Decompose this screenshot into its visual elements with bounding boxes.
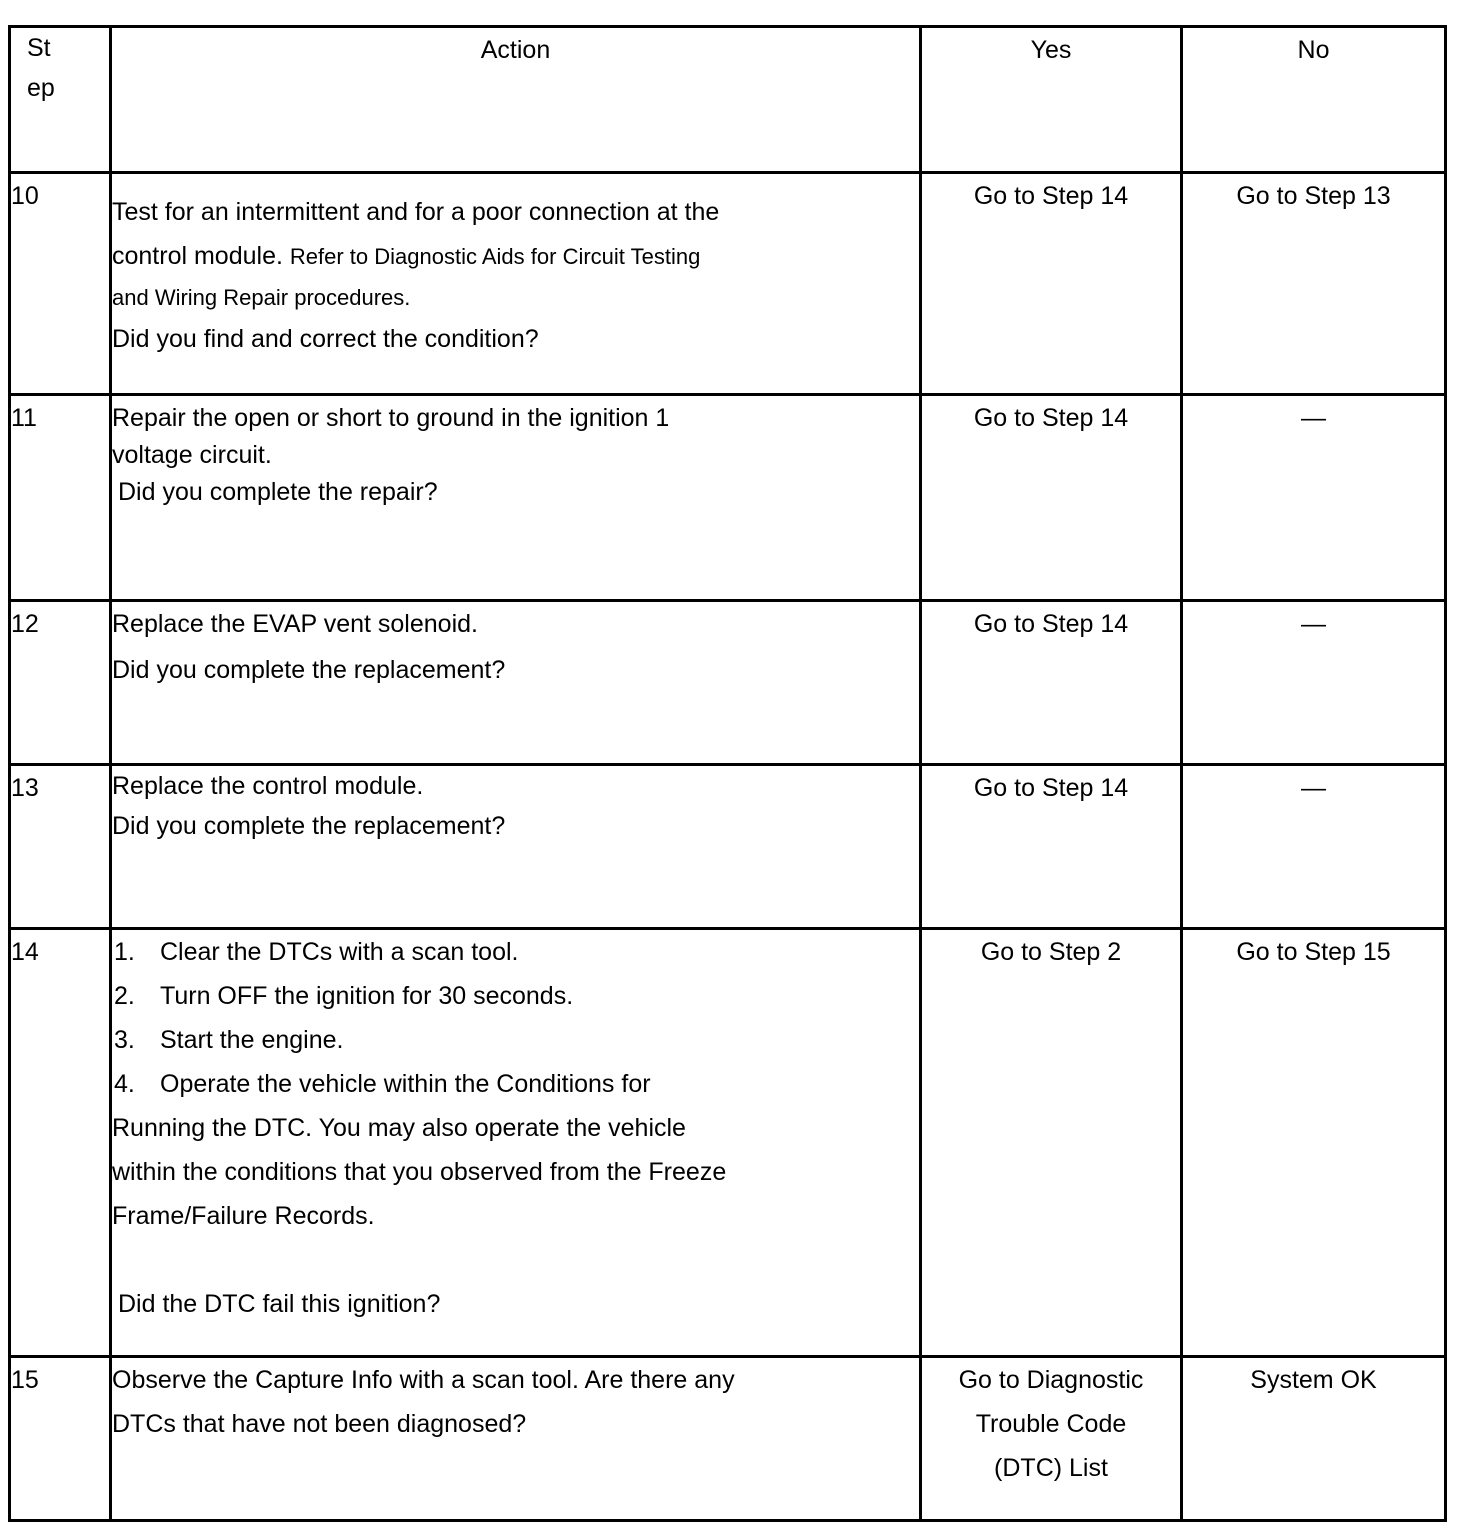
- action-line: Frame/Failure Records.: [112, 1202, 375, 1230]
- table-row: [10, 929, 1446, 1357]
- list-item: 1. Clear the DTCs with a scan tool.: [114, 938, 519, 966]
- action-line: DTCs that have not been diagnosed?: [112, 1410, 527, 1438]
- table-row: [10, 601, 1446, 765]
- action-line: and Wiring Repair procedures.: [112, 285, 411, 310]
- yes-line: Go to Diagnostic: [958, 1366, 1144, 1394]
- action-line: Test for an intermittent and for a poor connection at the: [112, 198, 720, 226]
- diagnostic-table: [8, 25, 1447, 1522]
- step-number: 11: [10, 395, 111, 601]
- yes-cell: Go to Step 14: [921, 173, 1182, 395]
- no-cell: —: [1182, 765, 1446, 929]
- action-line: voltage circuit.: [112, 441, 272, 469]
- no-cell: Go to Step 15: [1182, 929, 1446, 1357]
- action-line: Repair the open or short to ground in the ignition 1: [112, 404, 670, 432]
- action-question: Did you complete the replacement?: [112, 656, 506, 684]
- action-cell: [111, 929, 921, 1357]
- action-question: Did you complete the replacement?: [112, 812, 506, 840]
- yes-line: Trouble Code: [975, 1410, 1127, 1438]
- table-row: [10, 173, 1446, 395]
- header-yes: Yes: [921, 27, 1182, 173]
- action-line: within the conditions that you observed from the Freeze: [112, 1158, 727, 1186]
- header-action: Action: [111, 27, 921, 173]
- yes-line: (DTC) List: [994, 1454, 1108, 1482]
- yes-cell: Go to Step 2: [921, 929, 1182, 1357]
- table-row: [10, 1357, 1446, 1521]
- no-cell: —: [1182, 395, 1446, 601]
- action-line: Running the DTC. You may also operate the vehicle: [112, 1114, 686, 1142]
- action-cell: [111, 395, 921, 601]
- action-question: Did you complete the repair?: [118, 478, 438, 506]
- table-row: [10, 765, 1446, 929]
- header-step: St ep: [10, 27, 111, 173]
- step-number: 10: [10, 173, 111, 395]
- action-line: Replace the control module.: [112, 772, 424, 800]
- header-row: [10, 27, 1446, 173]
- no-cell: System OK: [1182, 1357, 1446, 1521]
- action-line: Replace the EVAP vent solenoid.: [112, 610, 478, 638]
- list-item: 4. Operate the vehicle within the Conditions for: [114, 1070, 651, 1098]
- action-cell: [111, 1357, 921, 1521]
- yes-cell: Go to Step 14: [921, 395, 1182, 601]
- list-item: 3. Start the engine.: [114, 1026, 344, 1054]
- action-question: Did the DTC fail this ignition?: [118, 1290, 441, 1318]
- step-number: 14: [10, 929, 111, 1357]
- step-number: 15: [10, 1357, 111, 1521]
- action-cell: [111, 173, 921, 395]
- yes-cell: Go to Step 14: [921, 601, 1182, 765]
- action-cell: [111, 765, 921, 929]
- action-line: Observe the Capture Info with a scan tool. Are there any: [112, 1366, 735, 1394]
- step-number: 13: [10, 765, 111, 929]
- action-line: control module. Refer to Diagnostic Aids for Circuit Testing: [112, 242, 701, 270]
- action-question: Did you find and correct the condition?: [112, 325, 539, 353]
- list-item: 2. Turn OFF the ignition for 30 seconds.: [114, 982, 574, 1010]
- table-row: [10, 395, 1446, 601]
- no-cell: Go to Step 13: [1182, 173, 1446, 395]
- yes-cell: Go to Step 14: [921, 765, 1182, 929]
- yes-cell: [921, 1357, 1182, 1521]
- header-no: No: [1182, 27, 1446, 173]
- action-cell: [111, 601, 921, 765]
- step-number: 12: [10, 601, 111, 765]
- no-cell: —: [1182, 601, 1446, 765]
